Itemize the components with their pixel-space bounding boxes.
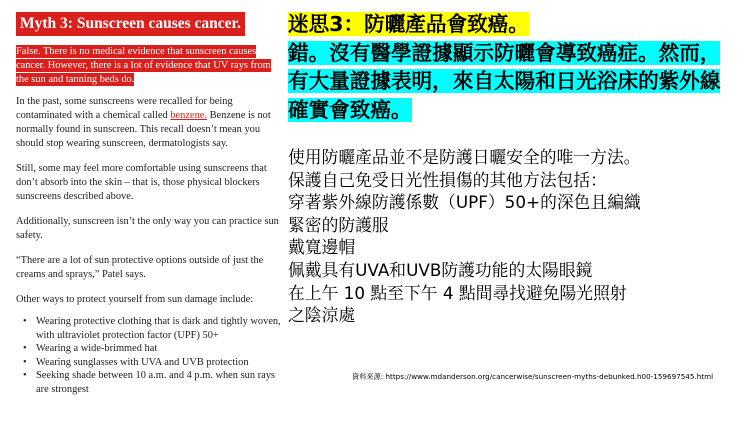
false-statement-paragraph xyxy=(16,45,286,87)
sun-safety-paragraph: Additionally, sunscreen isn’t the only way you can practice sun safety. xyxy=(16,216,279,241)
list-item: • Wearing sunglasses with UVA and UVB protection xyxy=(16,356,286,370)
summary-line: 保護自己免受日光性損傷的其他方法包括： xyxy=(288,169,607,190)
summary-line: 穿著紫外線防護係數（UPF）50+的深色且編織 xyxy=(288,192,641,213)
list-item: • Seeking shade between 10 a.m. and 4 p.m. when sun rays are strongest xyxy=(16,369,286,396)
article-excerpt xyxy=(16,12,286,397)
false-statement-zh: 錯。沒有醫學證據顯示防曬會導致癌症。然而，有大量證據表明，來自太陽和日光浴床的紫外線確實會致癌。 xyxy=(288,40,721,122)
summary-line: 戴寬邊帽 xyxy=(288,237,356,258)
benzene-text-before: In the past, some sunscreens were recalled for being contaminated with a chemical called xyxy=(16,96,233,121)
list-intro: Other ways to protect yourself from sun damage include: xyxy=(16,294,254,305)
chinese-summary xyxy=(288,10,732,327)
summary-line: 使用防曬產品並不是防護日曬安全的唯一方法。 xyxy=(288,147,641,167)
protection-list xyxy=(16,315,286,397)
source-citation: 資料來源: https://www.mdanderson.org/cancerwise/sunscreen-myths-debunked.h00-159697545.html xyxy=(352,372,714,381)
list-item: • Wearing protective clothing that is dark and tightly woven, with ultraviolet protection factor (UPF) 50+ xyxy=(16,315,286,342)
benzene-text-after: Benzene is not normally found in sunscreen. This recall doesn’t mean you should stop wearing sunscreen, dermatologists say. xyxy=(16,110,271,149)
myth-title: Myth 3: Sunscreen causes cancer. xyxy=(16,12,245,36)
false-statement-text: False. There is no medical evidence that sunscreen causes cancer. However, there is a lot of evidence that UV rays from the sun and tanning beds do. xyxy=(16,46,271,85)
physical-blockers-paragraph: Still, some may feel more comfortable using sunscreens that don’t absorb into the skin – that is, those physical blockers sunscreens described above. xyxy=(16,163,267,202)
list-item: • Wearing a wide-brimmed hat xyxy=(16,342,286,356)
myth-headline-zh: 迷思3：防曬產品會致癌。 xyxy=(288,12,529,36)
summary-line: 之陰涼處 xyxy=(288,305,356,326)
benzene-paragraph xyxy=(16,95,286,151)
summary-line: 緊密的防護服 xyxy=(288,214,389,235)
benzene-link[interactable]: benzene. xyxy=(170,110,207,121)
summary-line: 佩戴具有UVA和UVB防護功能的太陽眼鏡 xyxy=(288,259,593,280)
summary-headline xyxy=(288,10,732,124)
summary-body xyxy=(288,146,732,327)
summary-line: 在上午 10 點至下午 4 點間尋找避免陽光照射 xyxy=(288,282,627,303)
patel-quote: “There are a lot of sun protective options outside of just the creams and sprays,” Patel says. xyxy=(16,255,264,280)
